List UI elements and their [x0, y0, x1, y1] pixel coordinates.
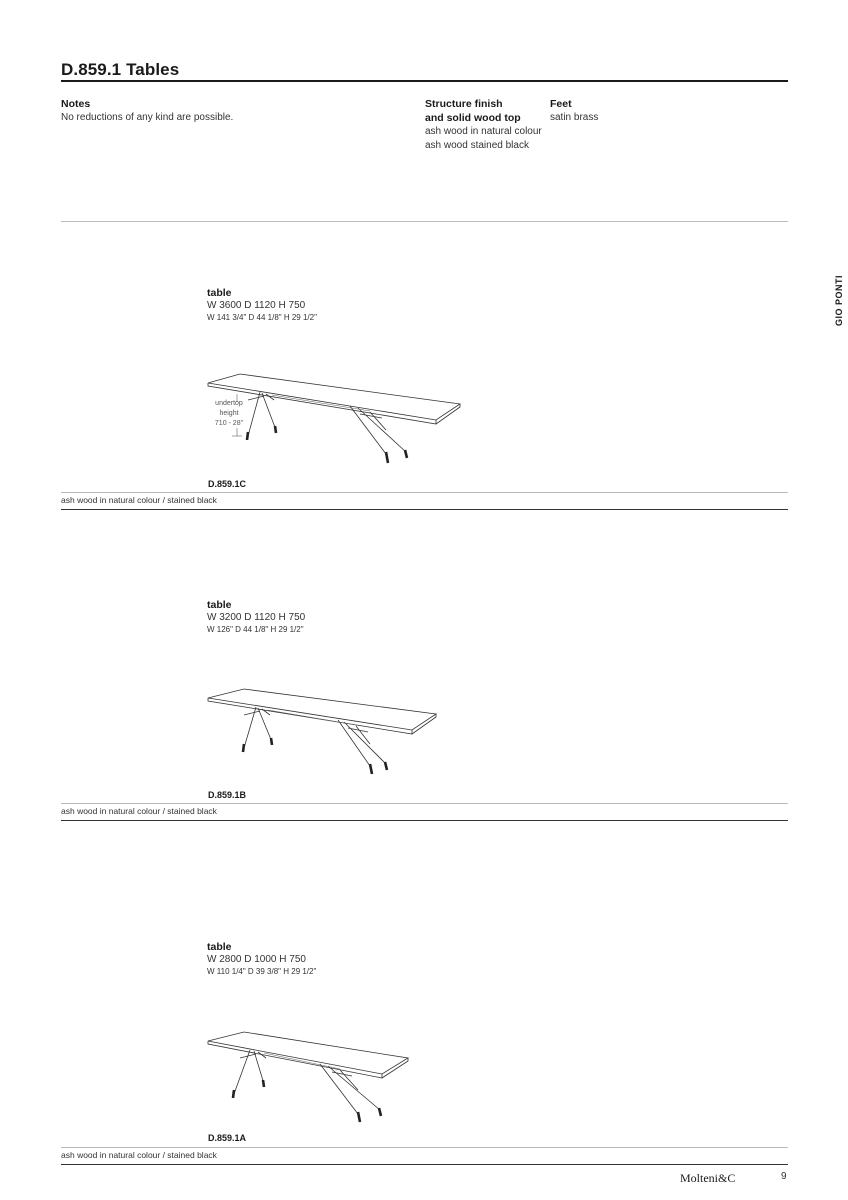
dimensions-mm: W 3600 D 1120 H 750	[207, 300, 306, 311]
product-finish: ash wood in natural colour / stained black	[61, 1150, 217, 1160]
undertop-annotation	[210, 399, 248, 429]
product-finish: ash wood in natural colour / stained black	[61, 806, 217, 816]
designer-side-label: GIO PONTI	[834, 275, 844, 327]
structure-option-2: ash wood stained black	[425, 139, 529, 151]
structure-label-1: Structure finish	[425, 98, 503, 110]
dimensions-inches: W 126" D 44 1/8" H 29 1/2"	[207, 625, 304, 634]
notes-block	[61, 97, 233, 125]
dimensions-inches: W 141 3/4" D 44 1/8" H 29 1/2"	[207, 313, 317, 322]
finish-rule-top	[61, 803, 788, 804]
product-code: D.859.1B	[208, 790, 247, 800]
product-code: D.859.1A	[208, 1133, 247, 1143]
product-name: table	[207, 941, 232, 953]
table-drawing-b	[200, 686, 450, 786]
feet-block	[550, 97, 598, 125]
finish-rule-top	[61, 492, 788, 493]
structure-label-2: and solid wood top	[425, 112, 521, 124]
finish-rule-top	[61, 1147, 788, 1148]
undertop-line-2: height	[219, 410, 239, 417]
notes-label: Notes	[61, 98, 91, 110]
product-info-a	[207, 941, 316, 976]
product-code: D.859.1C	[208, 479, 247, 489]
undertop-line-3: 710 - 28"	[214, 420, 244, 427]
finish-rule-bottom	[61, 509, 788, 510]
finish-rule-bottom	[61, 820, 788, 821]
page-title: D.859.1 Tables	[61, 60, 180, 79]
finish-rule-bottom	[61, 1164, 788, 1165]
structure-block	[425, 97, 542, 152]
table-drawing-a	[200, 1028, 420, 1128]
product-name: table	[207, 287, 232, 299]
product-finish: ash wood in natural colour / stained black	[61, 495, 217, 505]
section-divider	[61, 221, 788, 222]
page-number: 9	[781, 1171, 787, 1182]
undertop-line-1: undertop	[215, 400, 243, 407]
feet-label: Feet	[550, 98, 572, 110]
feet-value: satin brass	[550, 112, 599, 123]
dimensions-inches: W 110 1/4" D 39 3/8" H 29 1/2"	[207, 967, 317, 976]
product-name: table	[207, 599, 232, 611]
product-info-b	[207, 599, 305, 634]
structure-option-1: ash wood in natural colour	[425, 126, 542, 137]
header-rule	[61, 80, 788, 82]
dimensions-mm: W 3200 D 1120 H 750	[207, 612, 306, 623]
notes-text: No reductions of any kind are possible.	[61, 112, 234, 123]
dimensions-mm: W 2800 D 1000 H 750	[207, 954, 306, 965]
product-info-c	[207, 287, 317, 322]
brand-logo: Molteni&C	[680, 1171, 736, 1185]
